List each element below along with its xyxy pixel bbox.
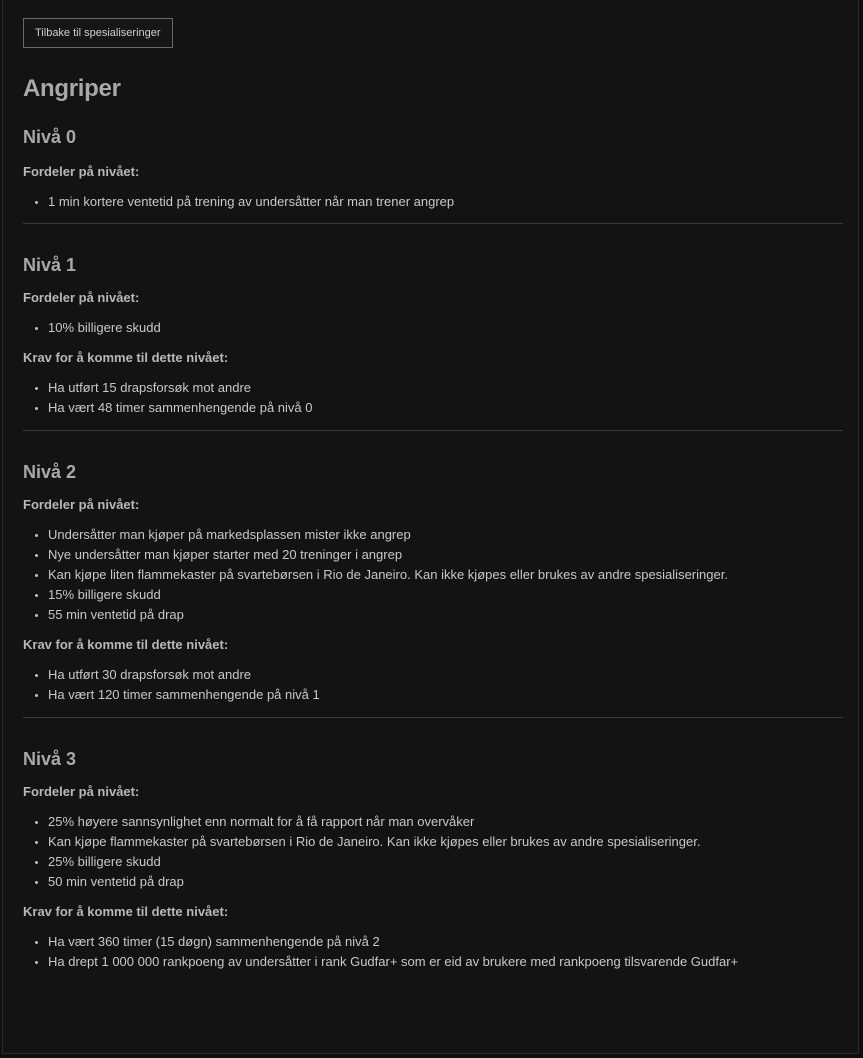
list-item: • Kan kjøpe liten flammekaster på svartebørsen i Rio de Janeiro. Kan ikke kjøpes eller brukes av andre spesialiseringer. (48, 565, 843, 585)
level-1-section (23, 248, 843, 418)
list-item: • 10% billigere skudd (48, 318, 843, 338)
list-item: • 50 min ventetid på drap (48, 872, 843, 892)
level-2-requirements-heading: Krav for å komme til dette nivået: (23, 637, 229, 652)
list-item: • 1 min kortere ventetid på trening av undersåtter når man trener angrep (48, 192, 843, 212)
specialization-content (23, 70, 843, 972)
level-0-section (23, 120, 843, 212)
level-3-requirements-list (23, 932, 843, 972)
list-item: • Ha vært 360 timer (15 døgn) sammenhengende på nivå 2 (48, 932, 843, 952)
list-item: • Ha vært 120 timer sammenhengende på nivå 1 (48, 685, 843, 705)
level-3-requirements-heading: Krav for å komme til dette nivået: (23, 904, 229, 919)
level-3-benefits-heading: Fordeler på nivået: (23, 784, 140, 799)
list-item: • Ha vært 48 timer sammenhengende på nivå 0 (48, 398, 843, 418)
divider (23, 223, 843, 224)
specialization-panel (2, 0, 859, 1054)
level-2-section (23, 455, 843, 705)
level-1-title: Nivå 1 (23, 255, 77, 275)
list-item: • 55 min ventetid på drap (48, 605, 843, 625)
level-0-benefits-heading: Fordeler på nivået: (23, 164, 140, 179)
back-to-specializations-button[interactable]: Tilbake til spesialiseringer (23, 18, 173, 48)
list-item: • Ha utført 15 drapsforsøk mot andre (48, 378, 843, 398)
list-item: • 25% høyere sannsynlighet enn normalt for å få rapport når man overvåker (48, 812, 843, 832)
level-2-benefits-list (23, 525, 843, 625)
divider (23, 430, 843, 431)
list-item: • Kan kjøpe flammekaster på svartebørsen i Rio de Janeiro. Kan ikke kjøpes eller brukes av andre spesialiseringer. (48, 832, 843, 852)
level-3-benefits-list (23, 812, 843, 892)
level-2-requirements-list (23, 665, 843, 705)
divider (23, 717, 843, 718)
level-0-title: Nivå 0 (23, 127, 77, 147)
level-2-benefits-heading: Fordeler på nivået: (23, 497, 140, 512)
list-item: • 25% billigere skudd (48, 852, 843, 872)
level-3-title: Nivå 3 (23, 749, 77, 769)
level-1-requirements-list (23, 378, 843, 418)
level-0-benefits-list (23, 192, 843, 212)
level-1-requirements-heading: Krav for å komme til dette nivået: (23, 350, 229, 365)
list-item: • Ha drept 1 000 000 rankpoeng av undersåtter i rank Gudfar+ som er eid av brukere med rankpoeng tilsvarende Gudfar+ (48, 952, 843, 972)
level-1-benefits-heading: Fordeler på nivået: (23, 290, 140, 305)
level-2-title: Nivå 2 (23, 462, 77, 482)
list-item: • Undersåtter man kjøper på markedsplassen mister ikke angrep (48, 525, 843, 545)
list-item: • Nye undersåtter man kjøper starter med 20 treninger i angrep (48, 545, 843, 565)
level-3-section (23, 742, 843, 972)
page-title: Angriper (23, 75, 121, 102)
list-item: • Ha utført 30 drapsforsøk mot andre (48, 665, 843, 685)
level-1-benefits-list (23, 318, 843, 338)
list-item: • 15% billigere skudd (48, 585, 843, 605)
